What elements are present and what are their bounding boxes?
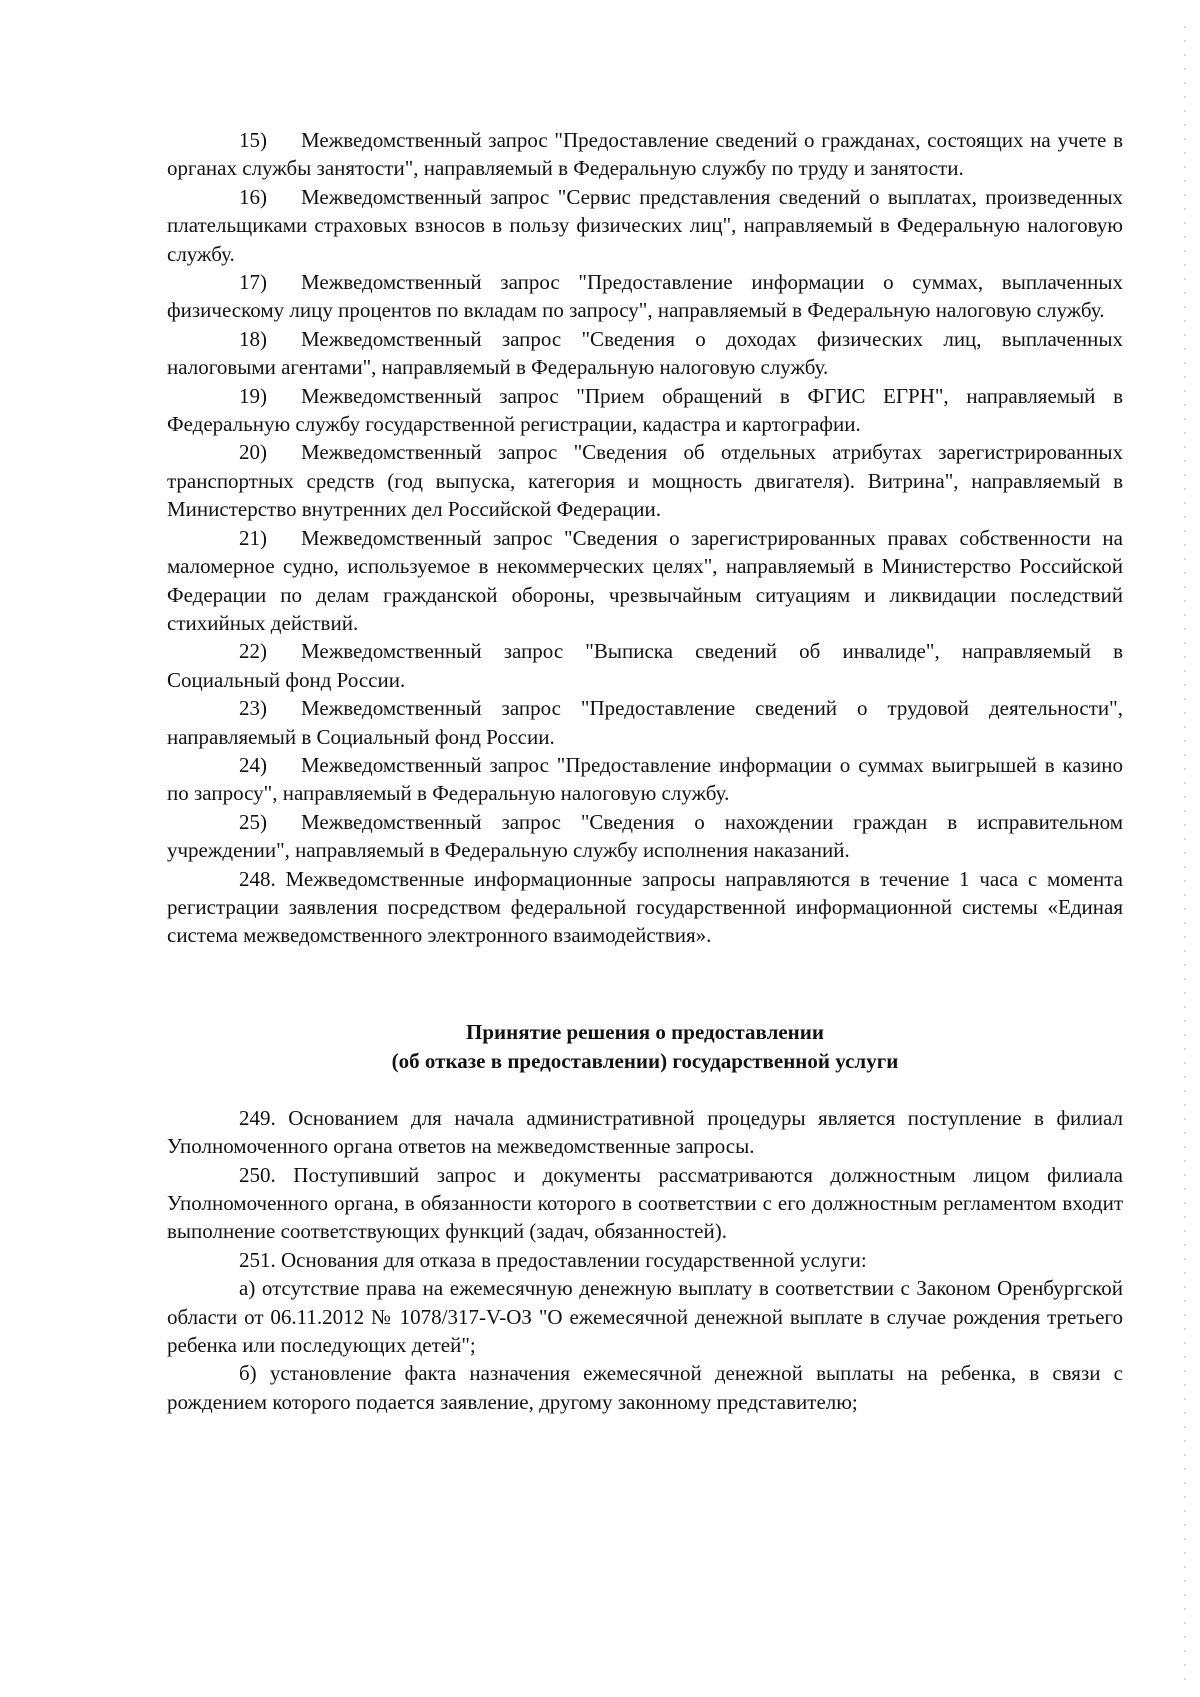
paragraph-249: 249. Основанием для начала административной процедуры является поступление в филиал Уполномоченного органа ответов на межведомственные запросы. bbox=[167, 1105, 1123, 1159]
list-item-24 bbox=[167, 751, 1123, 808]
item-text: Межведомственный запрос "Сведения о зарегистрированных правах собственности на маломерное судно, используемое в некоммерческих целях", направляемый в Министерство Российской Федерации по делам гражданской обороны, чрезвычайным ситуациям и ликвидации последствий стихийных действий. bbox=[167, 525, 1123, 635]
list-item-20 bbox=[167, 438, 1123, 523]
document-page bbox=[167, 126, 1123, 1416]
page-edge-marks bbox=[1184, 20, 1186, 1680]
item-number: 21) bbox=[239, 525, 267, 550]
item-text: Межведомственный запрос "Предоставление сведений о гражданах, состоящих на учете в органах службы занятости", направляемый в Федеральную службу по труду и занятости. bbox=[167, 128, 1123, 181]
list-item-18 bbox=[167, 325, 1123, 382]
list-item-22 bbox=[167, 637, 1123, 694]
item-text: Межведомственный запрос "Сведения о доходах физических лиц, выплаченных налоговыми агентами", направляемый в Федеральную налоговую службу. bbox=[167, 326, 1123, 380]
item-text: Межведомственный запрос "Сервис представления сведений о выплатах, произведенных плательщиками страховых взносов в пользу физических лиц", направляемый в Федеральную налоговую службу. bbox=[167, 184, 1123, 266]
paragraph-251-b: б) установление факта назначения ежемесячной денежной выплаты на ребенка, в связи с рождением которого подается заявление, другому законному представителю; bbox=[167, 1361, 1123, 1414]
list-item-19 bbox=[167, 382, 1123, 439]
list-item-25 bbox=[167, 808, 1123, 865]
item-text: Межведомственный запрос "Предоставление сведений о трудовой деятельности", направляемый в Социальный фонд России. bbox=[167, 696, 1123, 749]
paragraph-248: 248. Межведомственные информационные запросы направляются в течение 1 часа с момента регистрации заявления посредством федеральной государственной информационной системы «Единая система межведомственного электронного взаимодействия». bbox=[167, 866, 1123, 948]
item-text: Межведомственный запрос "Сведения об отдельных атрибутах зарегистрированных транспортных средств (год выпуска, категория и мощность двигателя). Витрина", направляемый в Министерство внутренних дел Российской Федерации. bbox=[167, 440, 1123, 522]
item-number: 24) bbox=[239, 752, 267, 777]
item-number: 23) bbox=[239, 696, 267, 721]
list-item-17 bbox=[167, 268, 1123, 325]
item-number: 18) bbox=[239, 326, 267, 351]
item-text: Межведомственный запрос "Сведения о нахождении граждан в исправительном учреждении", направляемый в Федеральную службу исполнения наказаний. bbox=[167, 809, 1123, 863]
section-heading-line-2: (об отказе в предоставлении) государственной услуги bbox=[391, 1048, 899, 1073]
section-heading-line-1: Принятие решения о предоставлении bbox=[466, 1019, 824, 1044]
list-item-16 bbox=[167, 183, 1123, 268]
paragraph-251: 251. Основания для отказа в предоставлении государственной услуги: bbox=[239, 1247, 867, 1272]
section-heading bbox=[167, 1018, 1123, 1076]
item-number: 16) bbox=[239, 184, 267, 209]
item-number: 17) bbox=[239, 270, 267, 295]
item-text: Межведомственный запрос "Предоставление информации о суммах, выплаченных физическому лицу процентов по вкладам по запросу", направляемый в Федеральную налоговую службу. bbox=[167, 270, 1123, 323]
item-text: Межведомственный запрос "Выписка сведений об инвалиде", направляемый в Социальный фонд России. bbox=[167, 639, 1123, 692]
item-text: Межведомственный запрос "Предоставление информации о суммах выигрышей в казино по запросу", направляемый в Федеральную налоговую службу. bbox=[167, 752, 1123, 806]
item-number: 22) bbox=[239, 639, 267, 664]
item-number: 15) bbox=[239, 128, 267, 152]
list-item-21 bbox=[167, 524, 1123, 638]
list-item-23 bbox=[167, 694, 1123, 751]
item-text: Межведомственный запрос "Прием обращений в ФГИС ЕГРН", направляемый в Федеральную службу государственной регистрации, кадастра и картографии. bbox=[167, 383, 1123, 437]
list-item-15 bbox=[167, 126, 1123, 183]
item-number: 20) bbox=[239, 440, 267, 465]
paragraph-251-a: а) отсутствие права на ежемесячную денежную выплату в соответствии с Законом Оренбургской области от 06.11.2012 № 1078/317-V-ОЗ "О ежемесячной денежной выплате в случае рождения третьего ребенка или последующих детей"; bbox=[167, 1276, 1123, 1358]
item-number: 19) bbox=[239, 383, 267, 408]
paragraph-250: 250. Поступивший запрос и документы рассматриваются должностным лицом филиала Уполномоченного органа, в обязанности которого в соответствии с его должностным регламентом входит выполнение соответствующих функций (задач, обязанностей). bbox=[167, 1162, 1123, 1244]
item-number: 25) bbox=[239, 809, 267, 834]
